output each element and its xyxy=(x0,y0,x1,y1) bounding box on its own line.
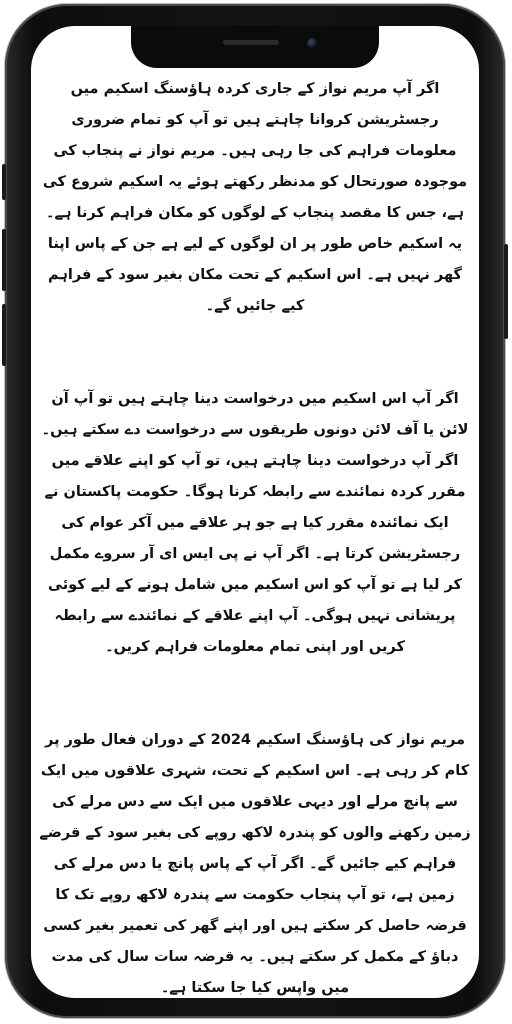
speaker-grille xyxy=(223,40,279,45)
phone-screen xyxy=(31,26,479,998)
phone-frame xyxy=(5,4,505,1018)
volume-up-button xyxy=(2,229,6,291)
front-camera-icon xyxy=(307,38,317,48)
article-body xyxy=(39,74,471,996)
article-paragraph-3: مریم نواز کی ہاؤسنگ اسکیم 2024 کے دوران فعال طور پر کام کر رہی ہے۔ اس اسکیم کے تحت، شہری علاقوں میں ایک سے پانچ مرلے اور دیہی علاقوں میں ایک سے دس مرلے کی زمین رکھنے والوں کو پندرہ لاکھ روپے کی بغیر سود کے قرضے فراہم کیے جائیں گے۔ اگر آپ کے پاس پانچ یا دس مرلے کی زمین ہے، تو آپ پنجاب حکومت سے پندرہ لاکھ روپے تک کا قرضہ حاصل کر سکتے ہیں اور اپنے گھر کی تعمیر بغیر کسی دباؤ کے مکمل کر سکتے ہیں۔ یہ قرضہ سات سال کی مدت میں واپس کیا جا سکتا ہے۔ xyxy=(39,732,471,996)
volume-down-button xyxy=(2,304,6,366)
power-button xyxy=(504,244,508,339)
silent-switch xyxy=(2,164,6,200)
notch xyxy=(131,26,379,68)
article-paragraph-1: اگر آپ مریم نواز کے جاری کردہ ہاؤسنگ اسکیم میں رجسٹریشن کروانا چاہتے ہیں تو آپ کو تمام ضروری معلومات فراہم کی جا رہی ہیں۔ مریم نواز نے پنجاب کی موجودہ صورتحال کو مدنظر رکھتے ہوئے یہ اسکیم شروع کی ہے، جس کا مقصد پنجاب کے لوگوں کو مکان فراہم کرنا ہے۔ یہ اسکیم خاص طور پر ان لوگوں کے لیے ہے جن کے پاس اپنا گھر نہیں ہے۔ اس اسکیم کے تحت مکان بغیر سود کے فراہم کیے جائیں گے۔ xyxy=(42,81,468,314)
article-paragraph-2: اگر آپ اس اسکیم میں درخواست دینا چاہتے ہیں تو آپ آن لائن یا آف لائن دونوں طریقوں سے درخواست دے سکتے ہیں۔ اگر آپ درخواست دینا چاہتے ہیں، تو آپ کو اپنے علاقے میں مقرر کردہ نمائندے سے رابطہ کرنا ہوگا۔ حکومت پاکستان نے ایک نمائندہ مقرر کیا ہے جو ہر علاقے میں آکر عوام کی رجسٹریشن کرتا ہے۔ اگر آپ نے پی ایس ای آر سروے مکمل کر لیا ہے تو آپ کو اس اسکیم میں شامل ہونے کے لیے کوئی پریشانی نہیں ہوگی۔ آپ اپنے علاقے کے نمائندے سے رابطہ کریں اور اپنی تمام معلومات فراہم کریں۔ xyxy=(41,391,469,655)
